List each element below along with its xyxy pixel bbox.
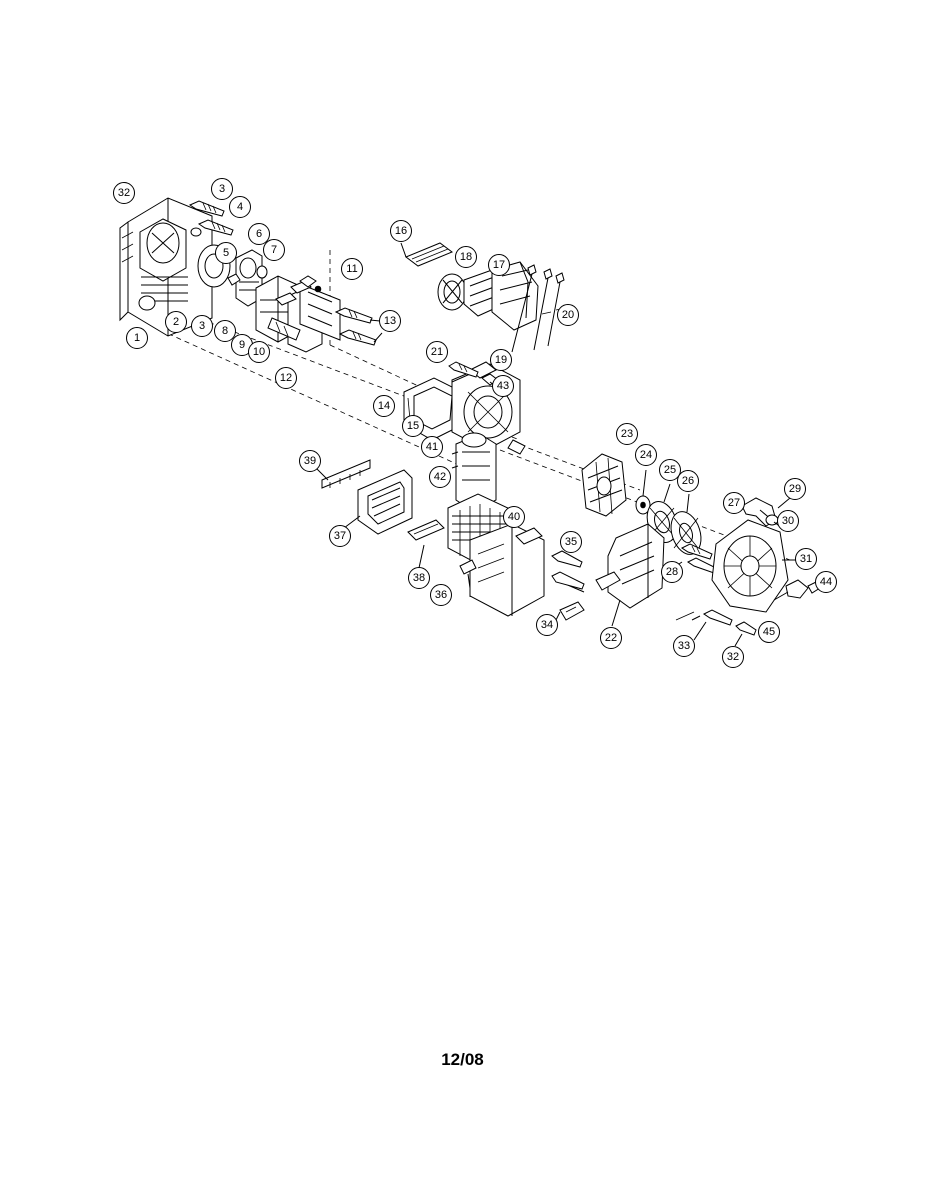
callout-25: 25 (659, 459, 681, 481)
callout-1: 1 (126, 327, 148, 349)
callout-39: 39 (299, 450, 321, 472)
callout-18: 18 (455, 246, 477, 268)
callout-14: 14 (373, 395, 395, 417)
callout-21: 21 (426, 341, 448, 363)
callout-42: 42 (429, 466, 451, 488)
footer-date: 12/08 (441, 1050, 484, 1069)
callout-38: 38 (408, 567, 430, 589)
callout-15: 15 (402, 415, 424, 437)
callout-16: 16 (390, 220, 412, 242)
callout-3: 3 (211, 178, 233, 200)
callout-22: 22 (600, 627, 622, 649)
callout-29: 29 (784, 478, 806, 500)
callout-33: 33 (673, 635, 695, 657)
callout-34: 34 (536, 614, 558, 636)
callout-37: 37 (329, 525, 351, 547)
callout-6: 6 (248, 223, 270, 245)
callout-43: 43 (492, 375, 514, 397)
callout-9: 9 (231, 334, 253, 356)
callout-44: 44 (815, 571, 837, 593)
callout-24: 24 (635, 444, 657, 466)
callout-40: 40 (503, 506, 525, 528)
callout-19: 19 (490, 349, 512, 371)
callout-35: 35 (560, 531, 582, 553)
callout-45: 45 (758, 621, 780, 643)
callout-36: 36 (430, 584, 452, 606)
callout-11: 11 (341, 258, 363, 280)
callout-17: 17 (488, 254, 510, 276)
callout-5: 5 (215, 242, 237, 264)
callout-12: 12 (275, 367, 297, 389)
callout-2: 2 (165, 311, 187, 333)
callout-41: 41 (421, 436, 443, 458)
callout-10: 10 (248, 341, 270, 363)
callout-28: 28 (661, 561, 683, 583)
callout-7: 7 (263, 239, 285, 261)
callout-27: 27 (723, 492, 745, 514)
callout-4: 4 (229, 196, 251, 218)
callout-3: 3 (191, 315, 213, 337)
callout-13: 13 (379, 310, 401, 332)
callout-26: 26 (677, 470, 699, 492)
callout-32: 32 (113, 182, 135, 204)
callout-23: 23 (616, 423, 638, 445)
callout-8: 8 (214, 320, 236, 342)
callout-32: 32 (722, 646, 744, 668)
callout-31: 31 (795, 548, 817, 570)
callout-30: 30 (777, 510, 799, 532)
callout-20: 20 (557, 304, 579, 326)
